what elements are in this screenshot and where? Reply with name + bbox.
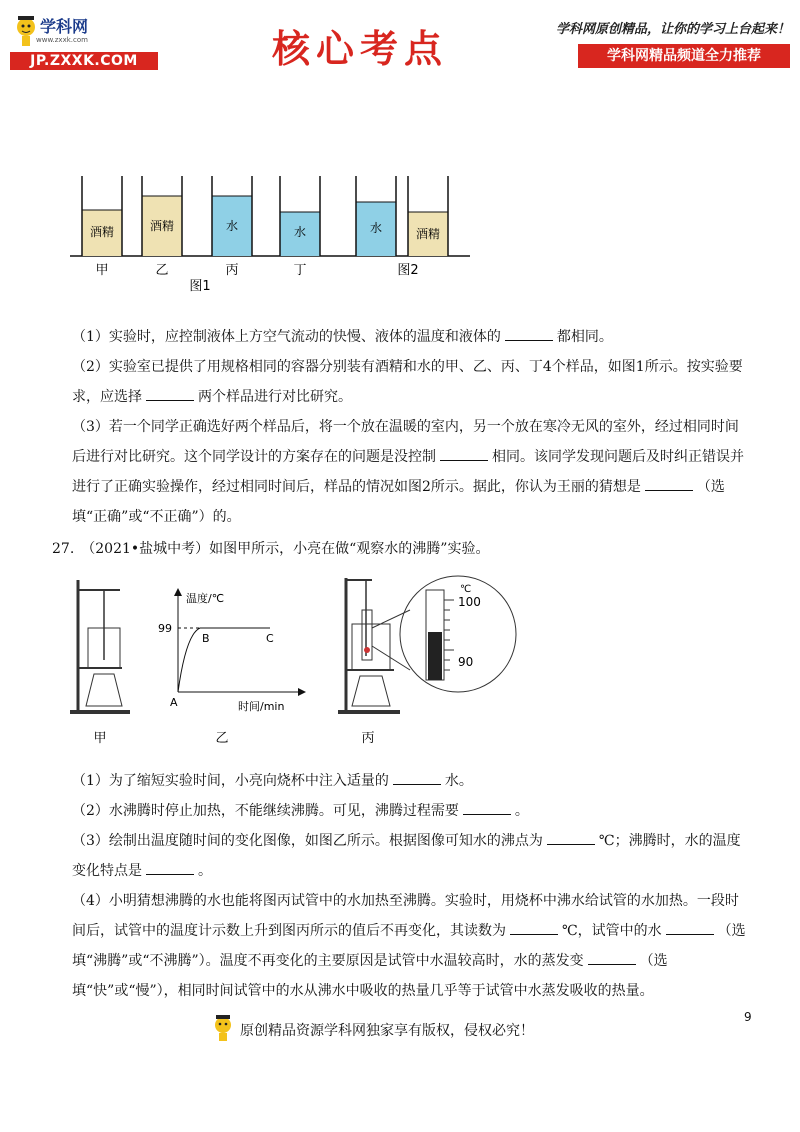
beaker-jia-liquid: 酒精 xyxy=(89,225,115,239)
label-bing: 丙 xyxy=(361,731,375,746)
q27-p4: （4）小明猜想沸腾的水也能将图丙试管中的水加热至沸腾。实验时，用烧杯中沸水给试管的水加热。一段时间后，试管中的温度计示数上升到图丙所示的值后不再变化，其读数为 ℃，试管中的水 （选填“沸腾”或“不沸腾”）。温度不再变化的主要原因是试管中水温较高时，水的蒸发变 （选填“快”或“慢”），相同时间试管中的水从沸水中吸收的热量几乎等于试管中水蒸发吸收的热量。 xyxy=(72,893,746,999)
answer-blank[interactable] xyxy=(510,920,558,935)
beaker-yi-label: 乙 xyxy=(155,263,169,278)
beaker-ding-liquid: 水 xyxy=(293,225,307,239)
graph-ylabel: 温度/℃ xyxy=(186,592,225,605)
thermo-unit: ℃ xyxy=(460,584,472,595)
figure1-caption: 图1 xyxy=(189,279,211,294)
logo-text: 学科网 xyxy=(40,17,89,36)
point-b: B xyxy=(202,632,210,645)
beaker-bing xyxy=(212,176,252,278)
logo-url-bar: JP.ZXXK.COM xyxy=(10,52,158,70)
q27-text xyxy=(72,766,752,1006)
beaker-bing-liquid: 水 xyxy=(225,219,239,233)
thermometer-zoom xyxy=(400,576,516,692)
answer-blank[interactable] xyxy=(547,830,595,845)
q26-text xyxy=(72,322,752,532)
temperature-graph xyxy=(158,588,306,746)
graph-y-tick: 99 xyxy=(158,622,172,635)
answer-blank[interactable] xyxy=(146,860,194,875)
answer-blank[interactable] xyxy=(146,386,194,401)
figure-beakers xyxy=(60,168,480,303)
logo-small-url: www.zxxk.com xyxy=(36,36,88,44)
apparatus-bing xyxy=(338,578,410,746)
q26-p2: （2）实验室已提供了用规格相同的容器分别装有酒精和水的甲、乙、丙、丁4个样品，如图1所示。按实验要求，应选择 两个样品进行对比研究。 xyxy=(72,359,743,405)
svg-text:水: 水 xyxy=(369,221,383,235)
answer-blank[interactable] xyxy=(505,326,553,341)
answer-blank[interactable] xyxy=(666,920,714,935)
label-jia: 甲 xyxy=(93,731,107,746)
q27-p1: （1）为了缩短实验时间，小亮向烧杯中注入适量的 水。 xyxy=(72,766,752,796)
point-a: A xyxy=(170,696,178,709)
logo-mascot-icon xyxy=(14,14,38,52)
footer-copyright: 原创精品资源学科网独家享有版权，侵权必究！ xyxy=(240,1023,534,1039)
beaker-yi-liquid: 酒精 xyxy=(149,219,175,233)
beaker-ding-label: 丁 xyxy=(293,263,307,278)
beaker-yi xyxy=(142,176,182,278)
header-banner: 学科网精品频道全力推荐 xyxy=(578,44,790,68)
svg-text:酒精: 酒精 xyxy=(415,227,441,241)
beaker-jia xyxy=(82,176,122,278)
fig2-water-beaker xyxy=(356,176,396,256)
answer-blank[interactable] xyxy=(588,950,636,965)
label-yi: 乙 xyxy=(215,731,229,746)
beaker-ding xyxy=(280,176,320,278)
figure-boiling xyxy=(60,570,520,750)
graph-xlabel: 时间/min xyxy=(238,700,285,713)
answer-blank[interactable] xyxy=(440,446,488,461)
header-slogan: 学科网原创精品，让你的学习上台起来！ xyxy=(555,22,790,37)
q26-p3: （3）若一个同学正确选好两个样品后，将一个放在温暖的室内，另一个放在寒冷无风的室外，经过相同时间后进行对比研究。这个同学设计的方案存在的问题是没控制 相同。该同学发现问题后及时纠正错误并进行了正确实验操作，经过相同时间后，样品的情况如图2所示。据此，你认为王丽的猜想是 （选填“正确”或“不正确”）的。 xyxy=(72,419,744,525)
page-number: 9 xyxy=(744,1010,752,1024)
answer-blank[interactable] xyxy=(393,770,441,785)
answer-blank[interactable] xyxy=(463,800,511,815)
q27-intro: 27. （2021•盐城中考）如图甲所示，小亮在做“观察水的沸腾”实验。 xyxy=(52,541,490,557)
footer-mascot-icon xyxy=(212,1014,234,1046)
thermo-bottom: 90 xyxy=(458,655,474,669)
q26-p1: （1）实验时，应控制液体上方空气流动的快慢、液体的温度和液体的 都相同。 xyxy=(72,322,752,352)
fig2-alcohol-beaker xyxy=(408,176,448,256)
beaker-jia-label: 甲 xyxy=(95,263,109,278)
q27-p3: （3）绘制出温度随时间的变化图像，如图乙所示。根据图像可知水的沸点为 ℃；沸腾时，水的温度变化特点是 。 xyxy=(72,826,752,886)
q27-p2: （2）水沸腾时停止加热，不能继续沸腾。可见，沸腾过程需要 。 xyxy=(72,796,752,826)
point-c: C xyxy=(266,632,274,645)
beaker-bing-label: 丙 xyxy=(225,263,239,278)
answer-blank[interactable] xyxy=(645,476,693,491)
thermo-top: 100 xyxy=(458,595,481,609)
figure2-caption: 图2 xyxy=(397,263,419,278)
page-title: 核心考点 xyxy=(271,26,448,71)
apparatus-jia xyxy=(70,580,130,746)
